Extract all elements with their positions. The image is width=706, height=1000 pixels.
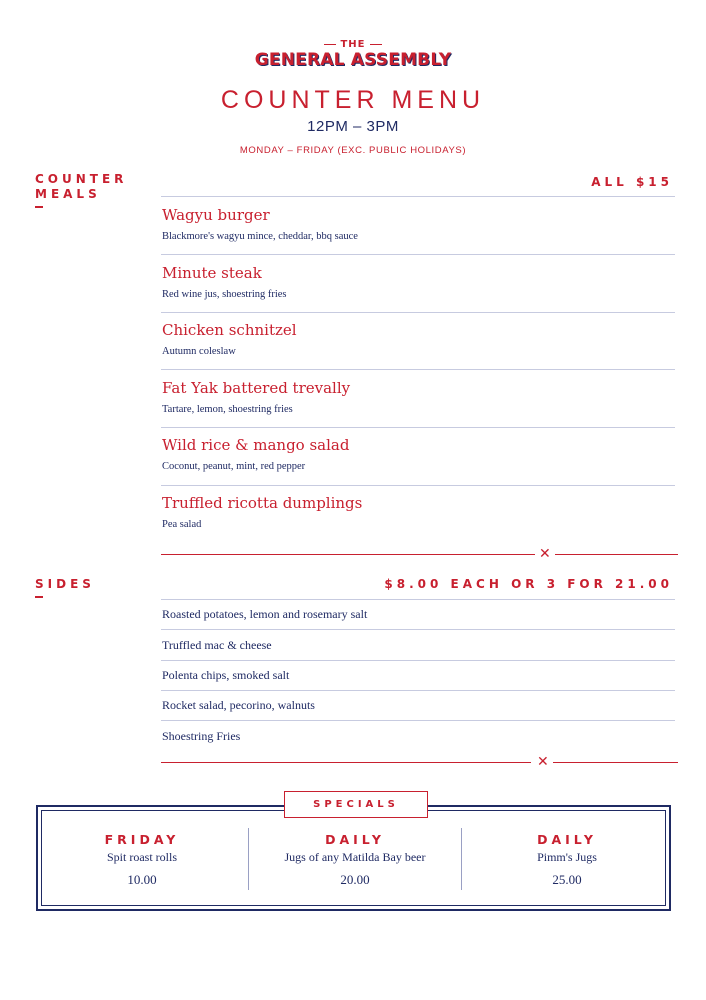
section-label-text: SIDES — [35, 577, 95, 591]
side-item: Truffled mac & cheese — [162, 638, 272, 652]
section-divider — [161, 754, 678, 770]
divider-rule — [161, 660, 675, 661]
divider-rule — [161, 196, 675, 197]
menu-item — [162, 321, 672, 357]
side-item: Polenta chips, smoked salt — [162, 668, 290, 682]
page-title: COUNTER MENU — [220, 86, 486, 114]
special-price: 25.00 — [552, 872, 582, 887]
divider-rule — [161, 369, 675, 370]
special-item — [249, 832, 461, 888]
counter-meals-price: ALL $15 — [591, 175, 673, 189]
cross-icon: ✕ — [539, 546, 551, 562]
menu-item-name: Truffled ricotta dumplings — [162, 494, 363, 512]
divider-rule — [161, 599, 675, 600]
section-tick — [35, 596, 43, 598]
specials-label: SPECIALS — [284, 791, 428, 818]
section-label-sides — [35, 577, 95, 598]
menu-item-desc: Blackmore's wagyu mince, cheddar, bbq sauce — [162, 231, 358, 242]
divider-line-left — [161, 554, 535, 555]
special-price: 20.00 — [340, 872, 370, 887]
menu-item-name: Wagyu burger — [162, 206, 270, 224]
cross-icon: ✕ — [537, 754, 549, 770]
menu-item — [162, 436, 672, 472]
menu-days: MONDAY – FRIDAY (EXC. PUBLIC HOLIDAYS) — [239, 145, 467, 156]
brand-dash-right — [370, 44, 382, 45]
divider-rule — [161, 720, 675, 721]
divider-rule — [161, 485, 675, 486]
menu-item-desc: Coconut, peanut, mint, red pepper — [162, 461, 306, 472]
section-label-line2: MEALS — [35, 187, 101, 201]
brand-dash-left — [324, 44, 336, 45]
divider-rule — [161, 690, 675, 691]
menu-item — [162, 264, 672, 300]
side-item: Roasted potatoes, lemon and rosemary salt — [162, 607, 368, 621]
special-item — [36, 832, 248, 888]
divider-line-left — [161, 762, 531, 763]
menu-item-name: Fat Yak battered trevally — [162, 379, 351, 397]
divider-rule — [161, 427, 675, 428]
special-name: Pimm's Jugs — [537, 850, 597, 864]
divider-rule — [161, 312, 675, 313]
menu-item — [162, 494, 672, 530]
brand-the — [0, 39, 706, 50]
section-label-counter-meals — [35, 172, 127, 208]
sides-price: $8.00 EACH OR 3 FOR 21.00 — [384, 577, 673, 591]
menu-item-name: Chicken schnitzel — [162, 321, 297, 339]
section-divider — [161, 546, 678, 562]
special-day: FRIDAY — [104, 832, 180, 847]
menu-hours: 12PM – 3PM — [307, 118, 399, 135]
section-label-line1: COUNTER — [35, 172, 128, 186]
menu-item — [162, 379, 672, 415]
side-item: Rocket salad, pecorino, walnuts — [162, 698, 315, 712]
brand-the-text: THE — [340, 39, 366, 50]
menu-item-name: Minute steak — [162, 264, 262, 282]
menu-item — [162, 206, 672, 242]
special-name: Spit roast rolls — [106, 850, 177, 864]
menu-item-desc: Autumn coleslaw — [162, 346, 236, 357]
special-price: 10.00 — [127, 872, 157, 887]
divider-line-right — [555, 554, 678, 555]
side-item: Shoestring Fries — [162, 729, 241, 743]
special-item — [461, 832, 673, 888]
menu-item-desc: Pea salad — [162, 519, 202, 530]
brand-logo: GENERAL ASSEMBLY — [254, 50, 452, 70]
special-day: DAILY — [325, 832, 385, 847]
divider-rule — [161, 629, 675, 630]
divider-rule — [161, 254, 675, 255]
menu-item-desc: Tartare, lemon, shoestring fries — [162, 404, 293, 415]
divider-line-right — [553, 762, 678, 763]
menu-item-desc: Red wine jus, shoestring fries — [162, 289, 287, 300]
special-day: DAILY — [537, 832, 597, 847]
special-name: Jugs of any Matilda Bay beer — [284, 850, 426, 864]
menu-item-name: Wild rice & mango salad — [162, 436, 350, 454]
section-tick — [35, 206, 43, 208]
